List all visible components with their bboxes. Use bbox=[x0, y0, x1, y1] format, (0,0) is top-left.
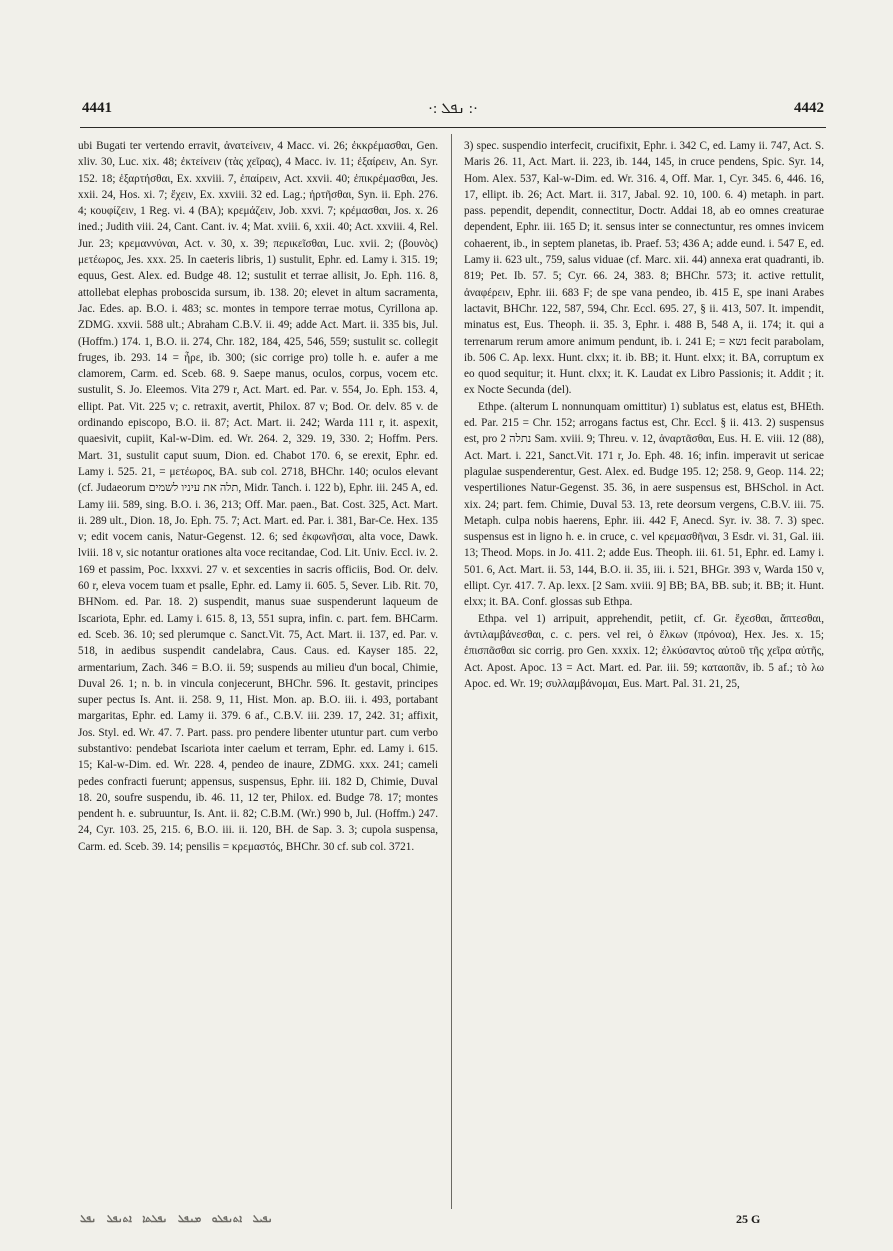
entry-paragraph: ubi Bugati ter vertendo erravit, ἀνατείνειν, 4 Macc. vi. 26; ἐκκρέμασθαι, Gen. xliv. 30, Luc. xix. 48; ἐκτείνειν (τὰς χεῖρας), 4 Macc. iv. 11; ἐξαίρειν, An. Syr. 152. 18; ἐξαρτήσθαι, Ex. xxviii. 7, ἐπαίρειν, Act. xxvii. 40; ἐπικρέμασθαι, Jes. xxii. 24, Hos. xi. 7; ἔχειν, Ex. xxviii. 32 ed. Lag.; ἠρτῆσθαι, Syn. ii. Eph. 276. 4; κουφίζειν, 1 Reg. vi. 4 (BA); κρεμάζειν, Job. xxvi. 7; κρέμασθαι, Jos. x. 26 ined.; Judith viii. 24, Cant. Cant. iv. 4; Mat. xviii. 6, xxii. 40; Act. xxviii. 4, Rel. Jur. 23; κρεμαννύναι, Act. v. 30, x. 39; περικεῖσθαι, Luc. xvii. 2; (βουνὸς) μετέωρος, Jes. xxx. 25. In caeteris libris, 1) sustulit, Ephr. ed. Lamy i. 315. 19; equus, Gest. Alex. ed. Budge 48. 12; sustulit et terrae allisit, Jo. Eph. 116. 8, attollebat elephas proboscida sursum, ib. 138. 20; elevet in altum sacramenta, Jac. Edes. ap. B.O. i. 483; sc. montes in tempore terrae motus, Cyrillona ap. ZDMG. xxvii. 588 ult.; Abraham C.B.V. ii. 49; adde Act. Mart. ii. 335 bis, Jul. (Hoffm.) 174. 1, B.O. ii. 274, Chr. 182, 184, 425, 546, 559; sustulit sc. collegit fruges, ib. 293. 14 = ἦρε, ib. 300; (sic corrige pro) tolle h. e. aufer a me clamorem, Carm. ed. Sceb. 68. 9. Saepe manus, oculos, corpus, vocem etc. sustulit, S. Jo. Eleemos. Vita 279 r, Act. Mart. ed. Par. v. 554, Jo. Eph. 153. 4, ellipt. Pat. Vit. 225 v; c. retraxit, avertit, Philox. 87 v; Bod. Or. delv. 85 v. de ordinando episcopo, B.O. ii. 87; Act. Mart. ii. 242; Warda 111 r, it. aspexit, quaesivit, cupiit, Kal-w-Dim. ed. Wr. 264. 2, 329. 19, 330. 2; Hoffm. Pers. Mart. 31, sustulit caput suum, Dion. ed. Chabot 170. 6, se erexit, Ephr. ed. Lamy i. 525. 21, = μετέωρος, BA. sub col. 2718, BHChr. 140; oculos elevant (cf. Judaeorum תלה את עיניו לשמים, Midr. Tanch. i. 122 b), Ephr. iii. 245 A, ed. Lamy iii. 589, sing. B.O. i. 36, 213; Off. Mar. paen., Bat. Cost. 325, Act. Mart. ii. 289 ult., Dion. 18, Jo. Eph. 75. 7; Act. Mart. ed. Par. i. 381, Bar-Ce. Hex. 135 v; edit vocem canis, Natur-Gegenst. 12. 6; sed ἐκφωνῆσαι, alta voce, Dawk. lviii. 18 v, sic notantur orationes alta voce recitandae, Cod. Lit. Univ. Eccl. iv. 2. 169 et passim, Poc. lxxxvi. 27 v. et sexcenties in sacris officiis, Bod. Or. delv. 60 r, eleva vocem tuam et psalle, Ephr. ed. Lamy ii. 605. 5, Sever. Lib. Rit. 70, BHNom. ed. Par. 18. 2) suspendit, manus suae suspenderunt laqueum de Iscariota, Ephr. ed. Lamy i. 615. 8, 13, 551 supra, infin. c. part. fem. BHCarm. ed. Sceb. 36. 10; sed plerumque c. Sanct.Vit. 75, Act. Mart. ii. 137, ed. Par. v. 518, in aedibus suspendit candelabra, Caus. Caus. ed. Kayser 185. 22, armentarium, Zach. 346 = B.O. ii. 59; suspends au milieu d'un bocal, Chimie, Duval 26. 1; n. b. in vincula conjecerunt, BHChr. 596. It. gestavit, principes super pectus Is. Ant. ii. 258. 9, 11, Hist. Mon. ap. B.O. iii. i. 493, portabant margaritas, Ephr. ed. Lamy ii. 379. 6 af., C.B.V. iii. 239. 17, 242. 31; affixit, Jos. Styl. ed. Wr. 47. 7. Part. pass. pro pendere libenter utuntur part. cum verbo substantivo: pendebat Iscariota inter caelum et terram, Ephr. ed. Lamy i. 615. 15; Kal-w-Dim. ed. Wr. 228. 4, pendeo de inaure, ZDMG. xxx. 241; cameli pedes confracti fuerunt; appensus, suspensus, Ephr. iii. 182 D, Chimie, Duval 18. 20, soufre suspendu, ib. 46. 11, 12 ter, Philox. ed. Budge 78. 17; montes pendent h. e. subruuntur, Is. Ant. ii. 82; C.B.M. (Wr.) 990 b, Jul. (Hoffm.) 247. 24, Cyr. 103. 25, 215. 6, B.O. iii. ii. 120, BH. de Sap. 3. 3; cupola suspensa, Carm. ed. Sceb. 39. 14; pensilis = κρεμαστός, BHChr. 30 cf. sub col. 3721. bbox=[78, 140, 438, 853]
ethpa-paragraph: Ethpa. vel 1) arripuit, apprehendit, petiit, cf. Gr. ἔχεσθαι, ἅπτεσθαι, ἀντιλαμβάνεσθαι, c. c. pers. vel rei, ὁ ἔλκων (πρόνοα), Hex. Jes. x. 15; ἐπισπᾶσθαι sic corrig. pro Gen. xxxix. 12; ἐλκύσαντος αὐτοῦ τῆς χεῖρα αὐτῆς, Act. Apost. Apoc. 13 = Act. Mart. ed. Par. iii. 59; καταοπᾶν, ib. 5 af.; τὸ λω Apoc. ed. Wr. 19; συλλαμβάνομαι, Eus. Mart. Pal. 31. 21, 25, bbox=[464, 612, 824, 690]
header-rule bbox=[80, 127, 826, 128]
ethpe-paragraph: Ethpe. (alterum L nonnunquam omittitur) 1) sublatus est, elatus est, BHEth. ed. Par. 215 = Chr. 152; arrogans factus est, Chr. Eccl. § ii. 413. 2) suspensus est, pro נתלה 2 Sam. xviii. 9; Threu. v. 12, ἀναρτᾶσθαι, Eus. H. E. viii. 12 (88), Act. Mart. i. 221, Sanct.Vit. 171 r, Jo. Eph. 48. 16; infin. imperavit ut sericae plagulae suspenderentur, Gest. Alex. ed. Budge 195. 12; 258. 9, Geop. 114. 22; vespertiliones Natur-Gegenst. 35. 36, in aere suspensus est, BHSchol. in Act. xix. 24; part. fem. Chimie, Duval 53. 13, rete deorsum vergens, C.B.V. iii. 75. Metaph. culpa nobis haerens, Ephr. iii. 442 F, Anecd. Syr. iv. 38. 7. 3) spec. suspensus est in ligno h. e. in cruce, c. vel κρεμασθῆναι, 3 Esdr. vi. 31, Gal. iii. 13; Theod. Mops. in Jo. 411. 2; adde Eus. Theoph. iii. 61. 51, Ephr. ed. Lamy i. 501. 6, Act. Mart. ii. 53, 144, B.O. ii. 35, iii. i. 521, BHGr. 393 v, Warda 150 v, ellipt. Cyr. 417. 7. Ap. lexx. [2 Sam. xviii. 9] BB; BA, BB. sub; it. BB; it. Hunt. elxx; it. BA. Conf. glossas sub Ethpa. bbox=[464, 400, 824, 609]
syriac-glyph-store bbox=[80, 1214, 280, 1225]
syriac-word: ܐܬܢܦܠ bbox=[106, 1214, 132, 1225]
right-column bbox=[464, 138, 824, 1208]
left-column bbox=[78, 138, 438, 1208]
running-title: ·: ܢܦܠ :· bbox=[428, 101, 478, 117]
syriac-word: ܡܢܦܠ bbox=[177, 1214, 202, 1225]
column-divider bbox=[451, 134, 452, 1209]
signature-mark: 25 G bbox=[736, 1212, 761, 1226]
entry-paragraph: 3) spec. suspendio interfecit, crucifixit, Ephr. i. 342 C, ed. Lamy ii. 747, Act. S. Maris 26. 11, Act. Mart. ii. 223, ib. 144, 145, in cruce pendens, Spic. Syr. 14, Hom. Alex. 537, Kal-w-Dim. ed. Wr. 316. 4, Off. Mar. 1, Cyr. 345. 6, 446. 16, 17, ellipt. ib. 26; Act. Mart. ii. 317, Jabal. 92. 10, 100. 6. 4) metaph. in part. pass. pependit, dependit, connectitur, Doctr. Addai 18, ab eo omnes creaturae dependent, Ephr. iii. 165 D; it. sensus inter se connectuntur, res omnes invicem cohaerent, ib., in septem planetas, ib. Praef. 53; 436 A; adde eund. i. 547 E, ed. Lamy ii. 623 ult., 759, salus viduae (cf. Marc. xii. 44) annexa erat quadranti, ib. 819; Pet. Ib. 57. 5; Cyr. 66. 24, 383. 8; BHChr. 573; it. active rettulit, ἀναφέρειν, Ephr. iii. 683 F; de spe vana pendeo, ib. 415 E, spe inani Arabes lactavit, BHChr. 122, 587, 594, Chr. Eccl. 695. 27, § ii. 413, 507. It. impendit, minatus est, Eus. Theoph. ii. 35. 3, Ephr. i. 488 B, 548 A, ii. 174; it. qui a terrenarum rerum amore animum pendunt, ib. i. 241 E; = נשא fecit parabolam, ib. 506 C. Ap. lexx. Hunt. clxx; it. ib. BB; it. Hunt. elxx; it. BA, corruptum ex eo quod sequitur; it. Hunt. clxx; it. K. Laudat ex Libro Passionis; it. Addit ; it. ex Nocte Secunda (del). bbox=[464, 140, 824, 397]
page-header bbox=[82, 100, 824, 124]
syriac-word: ܢܦܝܠ bbox=[252, 1214, 273, 1225]
syriac-word: ܢܦܠܬܐ bbox=[142, 1214, 168, 1225]
page-number-left: 4441 bbox=[82, 100, 112, 116]
page-number-right: 4442 bbox=[794, 100, 824, 116]
syriac-word: ܢܦܠ bbox=[80, 1214, 97, 1225]
syriac-word: ܐܬܢܦܠܘ bbox=[211, 1214, 243, 1225]
